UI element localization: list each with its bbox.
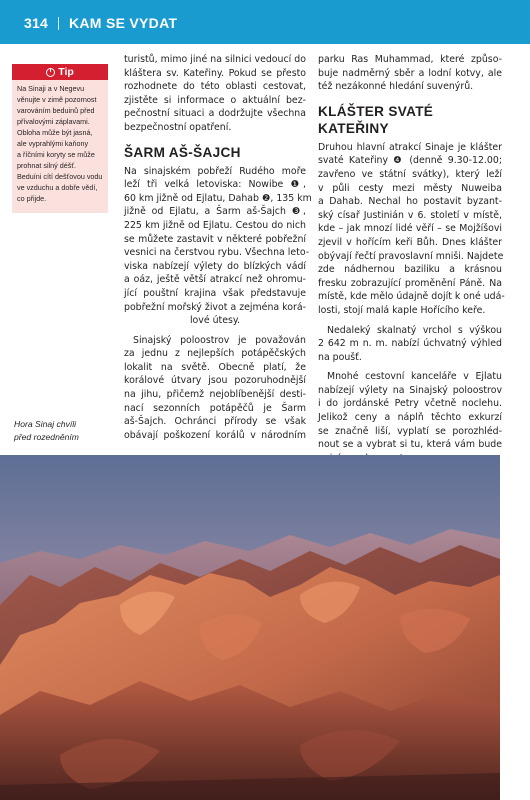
photo-caption <box>14 418 79 444</box>
text-line: Druhou hlavní atrakcí Sinaje je klášter <box>318 141 502 153</box>
text-line: vesnici na čerstvou rybu. Všechna leto- <box>124 247 310 259</box>
text-line: bezpečnostní opatření. <box>124 121 232 133</box>
intro-paragraph <box>318 53 502 94</box>
text-line: na poušť. <box>318 351 362 363</box>
text-line: parku Ras Muhammad, které způso- <box>318 54 502 65</box>
text-line: na jihu, přičemž nejoblíbenější desti- <box>124 389 306 401</box>
text-line: losti, stojí malá kaple Hořícího keře. <box>318 304 486 316</box>
text-line: Sinajský poloostrov je považován <box>133 334 306 346</box>
tip-line: co přijde. <box>17 194 47 203</box>
text-line: 225 km jižně od Ejlatu. Cestou do nich <box>124 219 306 231</box>
tip-line: ale vyprahlými kaňony <box>17 139 89 148</box>
text-line: jižně od Ejlatu, a Šarm aš-Šajch ❸, <box>124 206 306 218</box>
header-bar <box>0 0 530 44</box>
text-line: turistů, mimo jiné na silnici vedoucí do <box>124 54 306 65</box>
header-divider <box>58 17 59 30</box>
intro-paragraph <box>124 53 306 135</box>
text-line: korálové útvary jsou pozoruhodnější <box>124 375 306 387</box>
paragraph-diving <box>124 334 306 443</box>
tip-line: prohnat silný déšť. <box>17 161 77 170</box>
tip-text <box>12 80 108 204</box>
tip-line: Na Sinaji a v Negevu <box>17 84 85 93</box>
tip-line: Obloha může být jasná, <box>17 128 93 137</box>
running-header <box>24 15 177 31</box>
tip-line: věnujte v zimě pozornost <box>17 95 97 104</box>
text-line: leží tři velká letoviska: Nowibe ❶, <box>124 179 306 191</box>
text-line: místě, kde mělo údajně dojít k oné udá- <box>318 291 505 303</box>
text-line: a oáz, ještě větší atrakcí než ohromu- <box>124 274 306 286</box>
tip-line: ve vzduchu a dobře vědí, <box>17 183 98 192</box>
page-number: 314 <box>24 15 48 31</box>
tip-title: Tip <box>58 66 74 78</box>
paragraph-resorts <box>124 165 312 328</box>
text-line: kláštera sv. Kateřiny. Pokud se přesto <box>124 67 306 79</box>
text-line: též nezákonné hledání suvenýrů. <box>318 81 474 93</box>
text-line: nout se a vybrat si tu, která vám bude <box>318 439 502 451</box>
text-line: aš-Šajch. Ochránci přírody se však <box>124 416 306 428</box>
tip-line: Beduíni cítí dešťovou vodu <box>17 172 103 181</box>
photo-mount-sinai <box>0 455 500 800</box>
tip-header <box>12 64 108 80</box>
caption-line: Hora Sinaj chvíli <box>14 419 77 429</box>
section-heading-monastery: KLÁŠTER SVATÉ KATEŘINY <box>318 103 434 136</box>
text-line: Jelikož ceny a náplň těchto exkurzí <box>318 412 502 424</box>
photo-illustration <box>0 455 500 800</box>
text-line: viska nabízejí výlety do blízkých vádí <box>124 260 306 272</box>
text-line: 2 642 m n. m. nabízí úchvatný výhled <box>318 338 502 350</box>
text-line: zavřeno ve státní svátky), který leží <box>318 168 502 180</box>
tip-line: a říčními koryty se může <box>17 150 95 159</box>
text-line: obývají řečtí pravoslavní mniši. Najdete <box>318 250 504 262</box>
text-line: zjistěte si informace o aktuální bez- <box>124 94 306 106</box>
tip-line: varováním beduinů před <box>17 106 95 115</box>
paragraph-tours <box>318 370 502 465</box>
text-line: ský císař Justinián v 6. století v místě, <box>318 209 502 221</box>
text-line: pobřežní mořský život a zejména korá- <box>124 301 306 313</box>
text-line: v půli cesty mezi městy Nuweiba <box>318 182 502 194</box>
section-heading-sharm: ŠARM AŠ-ŠAJCH <box>124 144 241 160</box>
tip-icon <box>46 68 55 77</box>
caption-line: před rozedněním <box>14 432 79 442</box>
text-line: zjevil v hořícím keři Bůh. Dnes klášter <box>318 236 502 248</box>
text-line: lové útesy. <box>189 315 241 327</box>
paragraph-monastery <box>318 141 505 318</box>
text-line: fresku zobrazující proměnění Páně. Na <box>318 277 502 289</box>
text-line: i do jordánské Petry včetně noclehu. <box>318 398 502 410</box>
text-line: nabízejí výlety na Sinajský poloostrov <box>318 384 502 396</box>
text-line: zde nádhernou baziliku a krásnou <box>318 264 502 276</box>
text-line: za jednu z nejlepších potápěčských <box>124 348 306 360</box>
text-line: svaté Kateřiny ❹ (denně 9.30-12.00; <box>318 155 502 167</box>
text-line: se můžete zastavit v některé pobřežní <box>124 233 306 245</box>
text-line: kde – jak mnozí lidé věří – se Mojžíšovi <box>318 223 502 235</box>
text-line: lokalit na světě. Obecně platí, že <box>124 361 306 373</box>
section-title: KAM SE VYDAT <box>68 15 178 31</box>
tip-box <box>12 64 108 213</box>
text-line: 60 km jižně od Ejlatu, Dahab ❷, 135 km <box>124 192 312 204</box>
text-line: Mnohé cestovní kanceláře v Ejlatu <box>327 371 502 383</box>
text-line: pečnostní situaci a dodržujte všechna <box>124 108 306 120</box>
text-column-2 <box>318 53 505 465</box>
text-line: Nedaleký skalnatý vrchol s výškou <box>327 324 502 336</box>
tip-line: přívalovými záplavami. <box>17 117 90 126</box>
text-line: nací sezonních potápěčů je Šarm <box>124 402 306 414</box>
text-column-1 <box>124 53 312 442</box>
text-line: jící pouštní krajina však představuje <box>124 287 306 299</box>
text-line: obávají poškození korálů v národním <box>124 429 306 441</box>
text-line: Na sinajském pobřeží Rudého moře <box>124 165 306 177</box>
text-line: buje nadměrný sběr a lodní kotvy, ale <box>318 67 502 79</box>
text-line: rozhodnete do této oblasti cestovat, <box>124 81 306 93</box>
paragraph-summit <box>318 324 502 365</box>
text-line: a Dahab. Nechal ho postavit byzant- <box>318 196 502 208</box>
text-line: se značně liší, vyplatí se porozhléd- <box>318 425 502 437</box>
